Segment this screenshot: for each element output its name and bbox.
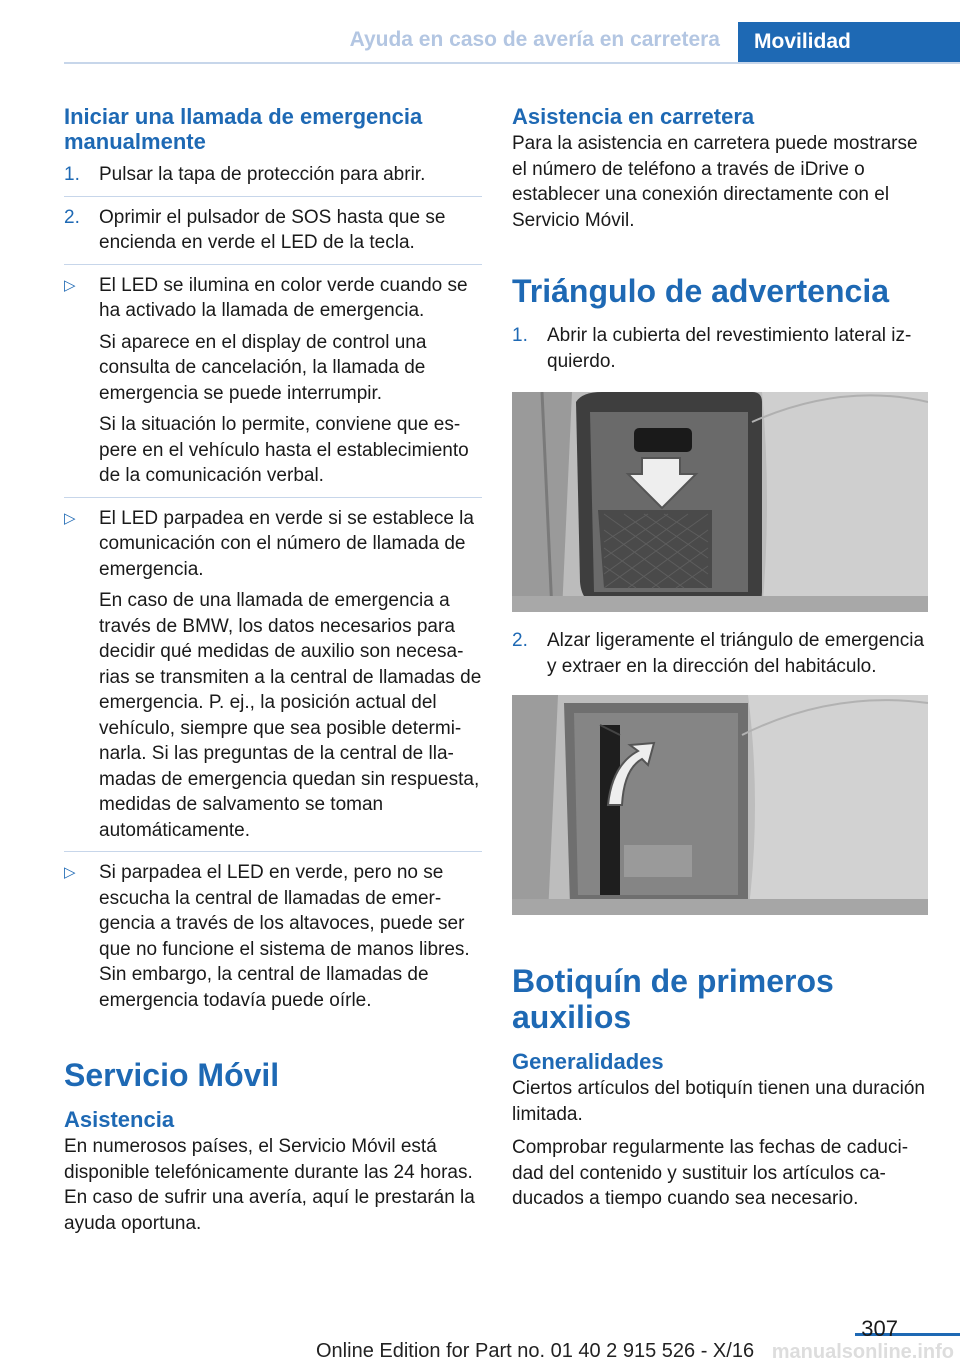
bullet-text: El LED se ilumina en color verde cuando se ha activado la llamada de emergencia.: [99, 274, 468, 321]
bullet-text: El LED parpadea en verde si se establece la comunicación con el número de llamada de emergencia.: [99, 507, 474, 580]
step-number: 1.: [64, 164, 80, 185]
first-aid-text-1: Ciertos artículos del botiquín tienen una duración limitada.: [512, 1078, 925, 1125]
step-number: 1.: [512, 325, 528, 346]
page-number: 307: [861, 1316, 898, 1341]
divider: [64, 851, 482, 852]
roadside-assistance-heading: Asistencia en carretera: [512, 104, 755, 129]
general-subheading: Generalidades: [512, 1049, 664, 1074]
bullet-text: Si parpadea el LED en verde, pero no se escucha la central de llamadas de emergencia a través de los altavoces, puede ser que no funcione el sistema de manos libres. Sin embargo, la central de llamadas de emergencia todavía puede oírle.: [99, 862, 470, 1011]
chapter-tab-label: Movilidad: [754, 30, 851, 53]
step-number: 2.: [64, 206, 80, 228]
step-text: Abrir la cubierta del revestimiento lateral izquierdo.: [547, 325, 912, 372]
mobile-service-heading: Servicio Móvil: [64, 1057, 280, 1093]
header-rule: [64, 62, 960, 64]
triangle-removal-photo: [512, 695, 928, 915]
roadside-assistance-text: Para la asistencia en carretera puede mostrarse el número de teléfono a través de iDrive o establecer una conexión directamente con el Servicio Móvil.: [512, 133, 918, 231]
bullet-led-blink: [64, 506, 482, 583]
step-text: Oprimir el pulsador de SOS hasta que se encienda en verde el LED de la tecla.: [99, 206, 446, 253]
bullet-paragraph: Si la situación lo permite, conviene que espere en el vehículo hasta el establecimiento de la comunicación verbal.: [99, 414, 469, 486]
first-aid-kit-heading: Botiquín de primeros auxilios: [512, 963, 834, 1035]
emergency-call-heading: Iniciar una llamada de emergencia manualmente: [64, 104, 423, 154]
right-column: [512, 104, 932, 1212]
bullet-no-audio: [64, 860, 482, 1013]
warning-triangle-heading: Triángulo de advertencia: [512, 273, 889, 309]
divider: [64, 264, 482, 265]
step-1: [64, 162, 482, 188]
step-2: [64, 205, 482, 256]
triangle-step-2: [512, 628, 932, 679]
bullet-led-green: [64, 273, 482, 324]
left-column: [64, 104, 482, 1236]
assistance-subheading: Asistencia: [64, 1107, 175, 1132]
watermark: manualsonline.info: [771, 1341, 954, 1363]
assistance-text: En numerosos países, el Servicio Móvil está disponible telefónicamente durante las 24 horas. En caso de sufrir una avería, aquí le prestarán la ayuda oportuna.: [64, 1136, 475, 1234]
triangle-removal-illustration: [512, 695, 928, 915]
running-section-title: Ayuda en caso de avería en carretera: [349, 28, 720, 51]
bullet-paragraph: Si aparece en el display de control una consulta de cancelación, la llamada de emergencia se puede interrumpir.: [99, 331, 427, 404]
first-aid-text-2: Comprobar regularmente las fechas de caducidad del contenido y sustituir los artículos caducados a tiempo cuando sea necesario.: [512, 1137, 909, 1209]
chapter-tab: [738, 22, 960, 64]
edition-note: Online Edition for Part no. 01 40 2 915 526 - X/16: [316, 1340, 755, 1362]
step-text: Pulsar la tapa de protección para abrir.: [99, 164, 426, 185]
side-panel-photo: [512, 392, 928, 612]
triangle-bullet-icon: ▷: [64, 509, 76, 527]
bullet-paragraph: En caso de una llamada de emergencia a través de BMW, los datos necesarios para decidir qué medidas de auxilio son necesarias se transmiten a la central de llamadas de emergencia. P. ej., la posición actual del vehículo, siempre que sea posible determinarla. Si las preguntas de la central de llamadas de emergencia quedan sin respuesta, medidas de salvamento se toman automáticamente.: [99, 590, 482, 841]
step-text: Alzar ligeramente el triángulo de emergencia y extraer en la dirección del habitáculo.: [547, 630, 925, 677]
side-panel-illustration: [512, 392, 928, 612]
triangle-bullet-icon: ▷: [64, 276, 76, 294]
triangle-step-1: [512, 323, 932, 374]
step-number: 2.: [512, 630, 528, 651]
divider: [64, 196, 482, 197]
divider: [64, 497, 482, 498]
triangle-bullet-icon: ▷: [64, 864, 76, 881]
